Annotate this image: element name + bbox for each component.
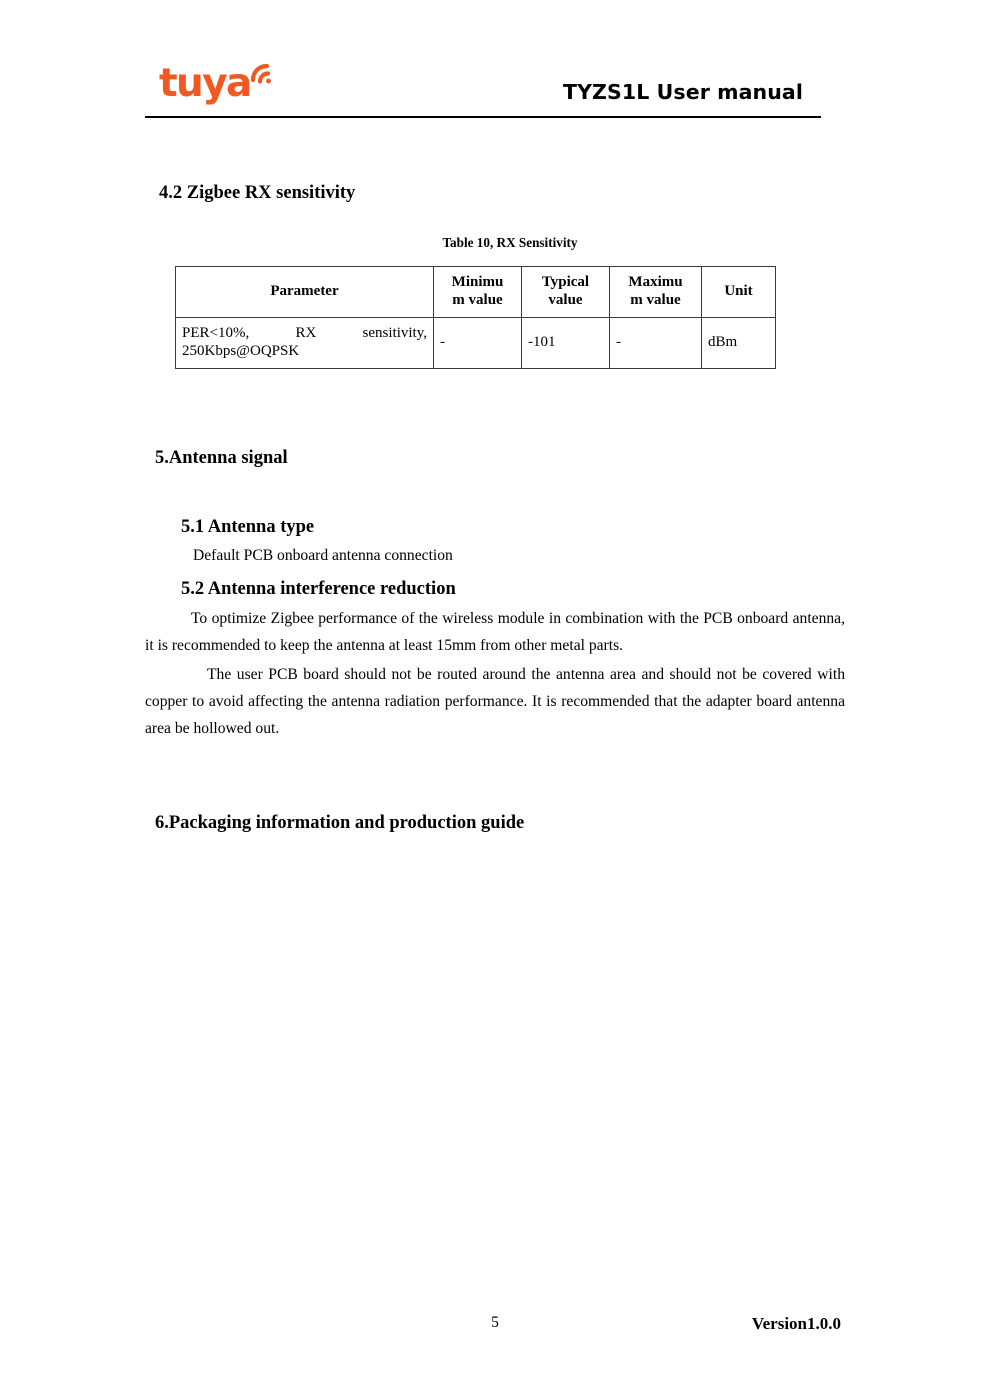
page-header (145, 48, 821, 118)
table-header-maximum-line2: m value (630, 292, 681, 309)
heading-5-2-antenna-interference-reduction: 5.2 Antenna interference reduction (181, 579, 456, 600)
table-header-typical-line2: value (548, 292, 583, 309)
page-content (145, 160, 845, 836)
cell-parameter-line2: 250Kbps@OQPSK (182, 343, 300, 360)
table-header-minimum-line2: m value (452, 292, 503, 309)
table-header-typical (522, 267, 610, 318)
heading-4-2-zigbee-rx-sensitivity: 4.2 Zigbee RX sensitivity (159, 183, 356, 203)
cell-maximum: - (610, 318, 702, 369)
footer-page-number: 5 (491, 1314, 499, 1331)
text-5-1-body: Default PCB onboard antenna connection (193, 547, 453, 565)
table-row (176, 318, 776, 369)
text-5-2-paragraph-1: To optimize Zigbee performance of the wireless module in combination with the PCB onboard antenna, it is recommended to keep the antenna at least 15mm from other metal parts. (145, 610, 845, 655)
header-document-title: TYZS1L User manual (563, 80, 803, 104)
header-divider (145, 116, 821, 118)
table-header-unit: Unit (702, 267, 776, 318)
heading-5-antenna-signal: 5.Antenna signal (155, 448, 288, 469)
rx-sensitivity-table (175, 266, 776, 369)
heading-6-packaging-information: 6.Packaging information and production guide (155, 813, 525, 834)
table-10-wrapper (145, 251, 845, 369)
table-header-maximum-line1: Maximu (628, 274, 683, 291)
cell-parameter (176, 318, 434, 369)
table-header-minimum-line1: Minimu (451, 274, 504, 291)
heading-5-1-antenna-type: 5.1 Antenna type (181, 517, 315, 538)
table-header-typical-line1: Typical (541, 274, 590, 291)
table-header-parameter: Parameter (176, 267, 434, 318)
table-header-minimum (434, 267, 522, 318)
page-footer (145, 1314, 845, 1344)
cell-minimum: - (434, 318, 522, 369)
wifi-signal-icon (247, 56, 281, 86)
cell-parameter-line1: PER<10%, RX sensitivity, (182, 325, 427, 342)
text-5-2-paragraph-2: The user PCB board should not be routed around the antenna area and should not be covered with copper to avoid affecting the antenna radiation performance. It is recommended that the adapter board antenna area be hollowed out. (145, 665, 845, 737)
cell-typical: -101 (522, 318, 610, 369)
tuya-wordmark: tuya (159, 61, 251, 106)
tuya-logo (159, 58, 289, 110)
table-header-maximum (610, 267, 702, 318)
table-header-row (176, 267, 776, 318)
cell-unit: dBm (702, 318, 776, 369)
footer-version: Version1.0.0 (751, 1314, 841, 1333)
table-10-caption: Table 10, RX Sensitivity (442, 235, 578, 251)
